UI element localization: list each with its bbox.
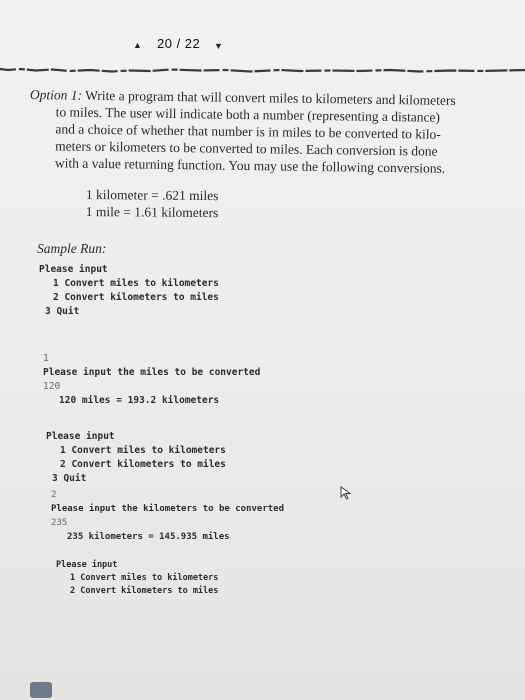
sample-run-title: Sample Run: bbox=[37, 241, 107, 256]
user-value: 120 bbox=[43, 381, 61, 392]
next-page-icon[interactable]: ▼ bbox=[214, 41, 223, 51]
prose-text-1: Write a program that will convert miles to kilometers and kilometers bbox=[85, 87, 456, 108]
app-icon[interactable] bbox=[30, 682, 52, 698]
menu-prompt: Please input bbox=[56, 560, 118, 570]
user-choice: 2 bbox=[51, 490, 57, 500]
problem-description bbox=[29, 86, 510, 178]
menu-block-2 bbox=[46, 430, 226, 486]
menu-option-2: 2 Convert kilometers to miles bbox=[53, 292, 219, 303]
run-result: 235 kilometers = 145.935 miles bbox=[67, 532, 230, 542]
run-block-miles bbox=[43, 352, 260, 408]
previous-page-icon[interactable]: ▲ bbox=[133, 40, 142, 50]
prose-line-2: to miles. The user will indicate both a number (representing a distance) bbox=[55, 104, 441, 125]
run-prompt: Please input the miles to be converted bbox=[43, 367, 261, 378]
prose-line-4: meters or kilometers to be converted to miles. Each conversion is done bbox=[55, 138, 438, 159]
menu-option-1: 1 Convert miles to kilometers bbox=[70, 573, 219, 583]
conversion-table bbox=[86, 186, 219, 221]
user-value: 235 bbox=[51, 518, 68, 528]
page-divider bbox=[0, 66, 525, 74]
menu-option-2: 2 Convert kilometers to miles bbox=[70, 586, 219, 596]
option-label: Option 1: bbox=[29, 86, 83, 103]
menu-option-3: 3 Quit bbox=[52, 473, 87, 484]
menu-option-1: 1 Convert miles to kilometers bbox=[53, 278, 219, 289]
user-choice: 1 bbox=[43, 353, 49, 364]
menu-option-2: 2 Convert kilometers to miles bbox=[60, 459, 226, 470]
run-result: 120 miles = 193.2 kilometers bbox=[59, 395, 220, 406]
run-block-kilometers bbox=[51, 488, 284, 544]
mouse-pointer-icon bbox=[339, 486, 353, 500]
conversion-miles-to-km: 1 mile = 1.61 kilometers bbox=[85, 203, 219, 221]
menu-option-1: 1 Convert miles to kilometers bbox=[60, 445, 226, 456]
menu-prompt: Please input bbox=[46, 431, 115, 442]
conversion-km-to-miles: 1 kilometer = .621 miles bbox=[85, 186, 219, 204]
menu-option-3: 3 Quit bbox=[45, 306, 80, 317]
page-counter: 20 / 22 bbox=[157, 36, 201, 51]
prose-line-3: and a choice of whether that number is in miles to be converted to kilo- bbox=[55, 121, 441, 142]
menu-block-3 bbox=[56, 559, 218, 598]
menu-block-1 bbox=[39, 263, 219, 319]
prose-line-5: with a value returning function. You may use the following conversions. bbox=[54, 155, 446, 176]
menu-prompt: Please input bbox=[39, 264, 108, 275]
run-prompt: Please input the kilometers to be converted bbox=[51, 504, 284, 514]
